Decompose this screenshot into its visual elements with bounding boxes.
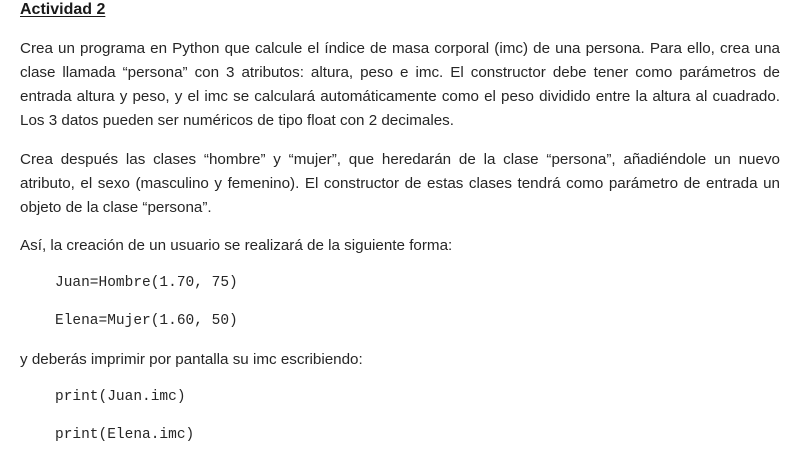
- code-line-create-juan: Juan=Hombre(1.70, 75): [55, 275, 238, 291]
- paragraph-subclasses: Crea después las clases “hombre” y “mujer”, que heredarán de la clase “persona”, añadiéndole un nuevo atributo, el sexo (masculino y femenino). El constructor de estas clases tendrá como parámetro de entrada un objeto de la clase “persona”.: [20, 151, 780, 216]
- code-line-print-elena: print(Elena.imc): [55, 427, 195, 443]
- code-line-create-elena: Elena=Mujer(1.60, 50): [55, 313, 238, 329]
- paragraph-intro: Crea un programa en Python que calcule el índice de masa corporal (imc) de una persona. Para ello, crea una clase llamada “persona” con 3 atributos: altura, peso e imc. El constructor debe tener como parámetros de entrada altura y peso, y el imc se calculará automáticamente como el peso dividido entre la altura al cuadrado. Los 3 datos pueden ser numéricos de tipo float con 2 decimales.: [20, 40, 780, 129]
- code-line-print-juan: print(Juan.imc): [55, 389, 186, 405]
- paragraph-printing: y deberás imprimir por pantalla su imc escribiendo:: [20, 351, 363, 368]
- paragraph-creation: Así, la creación de un usuario se realizará de la siguiente forma:: [20, 237, 453, 254]
- page-title: Actividad 2: [20, 1, 106, 18]
